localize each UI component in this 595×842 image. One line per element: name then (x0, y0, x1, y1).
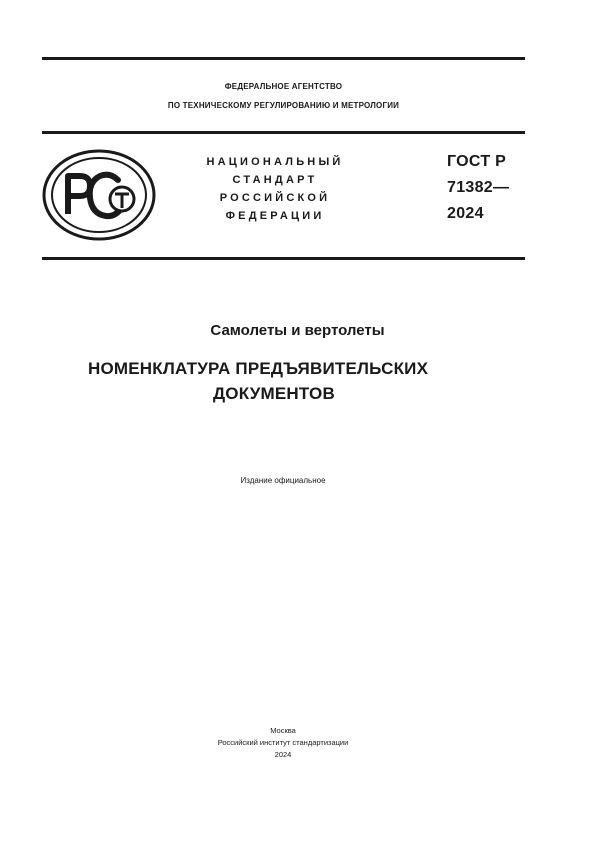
gost-r-certification-mark-icon (40, 148, 158, 242)
gost-r-logo (40, 148, 158, 242)
agency-name-line-1: ФЕДЕРАЛЬНОЕ АГЕНТСТВО (224, 82, 343, 91)
gost-designation-line-2: 71382— (447, 179, 510, 196)
document-title-line-1: НОМЕНКЛАТУРА ПРЕДЪЯВИТЕЛЬСКИХ (88, 359, 429, 378)
edition-label: Издание официальное (240, 476, 326, 485)
agency-name-line-2: ПО ТЕХНИЧЕСКОМУ РЕГУЛИРОВАНИЮ И МЕТРОЛОГИИ (167, 101, 400, 110)
logo-text: РСТ (40, 148, 42, 149)
footer-year: 2024 (274, 750, 292, 759)
national-standard-line-2: СТАНДАРТ (232, 174, 318, 186)
footer-publisher: Российский институт стандартизации (217, 738, 349, 747)
document-subtitle: Самолеты и вертолеты (210, 322, 385, 339)
upper-divider-rule (42, 131, 525, 134)
national-standard-line-3: РОССИЙСКОЙ (219, 192, 331, 204)
footer-city: Москва (270, 726, 296, 735)
top-rule (42, 57, 525, 60)
gost-designation-line-1: ГОСТ Р (447, 153, 507, 170)
gost-designation-line-3: 2024 (447, 205, 484, 222)
lower-divider-rule (42, 257, 525, 260)
national-standard-line-1: НАЦИОНАЛЬНЫЙ (206, 156, 344, 168)
national-standard-line-4: ФЕДЕРАЦИИ (225, 210, 325, 222)
document-title-line-2: ДОКУМЕНТОВ (213, 384, 335, 403)
